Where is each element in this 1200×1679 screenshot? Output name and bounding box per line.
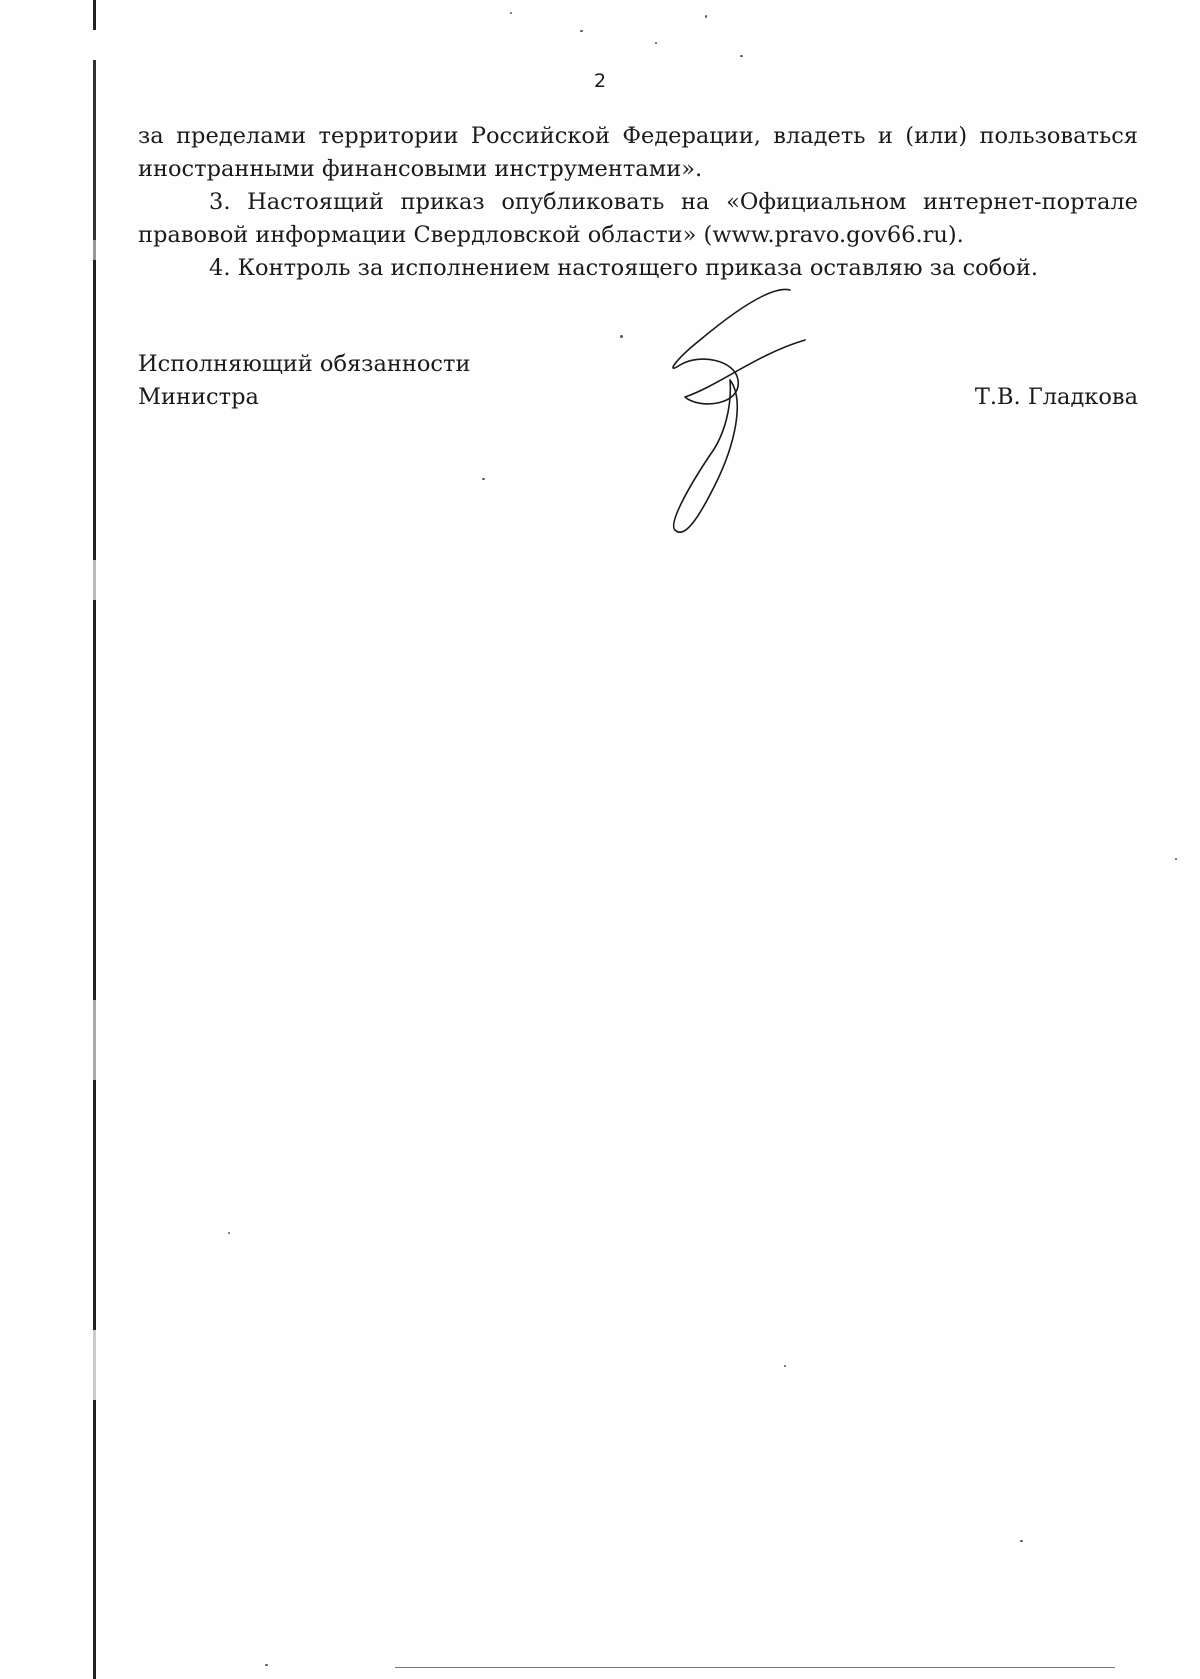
scan-speck bbox=[265, 1664, 268, 1666]
scan-speck bbox=[510, 12, 512, 14]
paragraph-continuation: за пределами территории Российской Федерации, владеть и (или) пользоваться иностранными финансовыми инструментами». bbox=[138, 123, 1138, 182]
scan-speck bbox=[580, 30, 583, 32]
body-text bbox=[138, 120, 1138, 285]
scan-speck bbox=[655, 42, 657, 44]
handwritten-signature-icon bbox=[660, 285, 810, 550]
scan-speck bbox=[1020, 1540, 1023, 1542]
scan-speck bbox=[705, 15, 707, 18]
scan-speck bbox=[784, 1365, 786, 1367]
paragraph-item-3: 3. Настоящий приказ опубликовать на «Официальном интернет-портале правовой информации Свердловской области» (www.pravo.gov66.ru). bbox=[138, 189, 1138, 248]
signatory-position bbox=[138, 348, 470, 414]
scan-speck bbox=[1175, 858, 1177, 860]
scan-speck bbox=[740, 55, 743, 57]
scan-speck bbox=[228, 1232, 230, 1234]
scan-binding-edge bbox=[93, 0, 96, 1679]
scan-speck bbox=[620, 335, 623, 338]
scan-speck bbox=[482, 478, 485, 480]
signatory-position-line-2: Министра bbox=[138, 384, 259, 410]
page-number: 2 bbox=[593, 70, 607, 92]
scan-bottom-edge bbox=[395, 1667, 1115, 1668]
paragraph-item-4: 4. Контроль за исполнением настоящего приказа оставляю за собой. bbox=[209, 255, 1038, 281]
signatory-name: Т.В. Гладкова bbox=[974, 384, 1138, 410]
signatory-position-line-1: Исполняющий обязанности bbox=[138, 351, 471, 377]
